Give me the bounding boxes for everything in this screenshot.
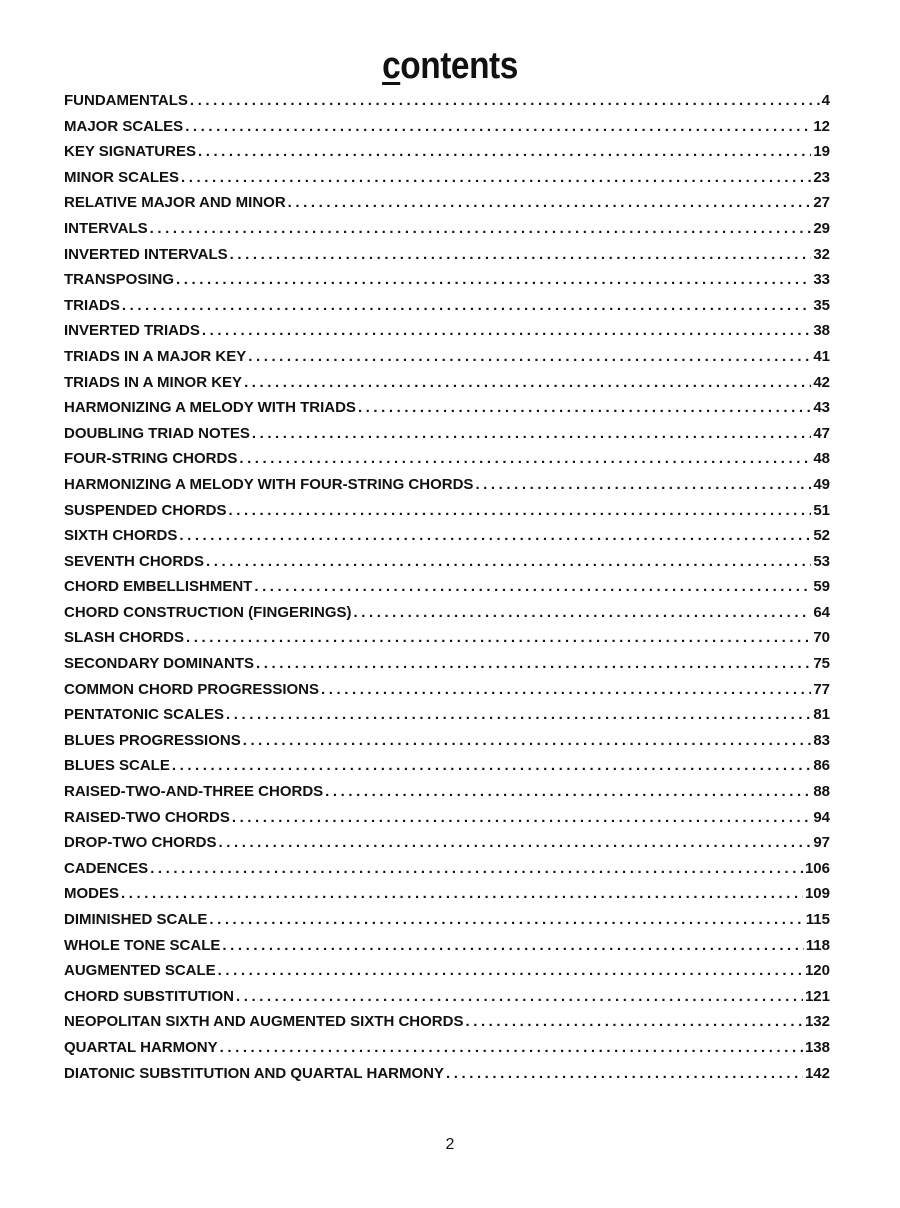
toc-entry-page: 142 bbox=[804, 1064, 830, 1082]
toc-entry-page: 86 bbox=[813, 757, 830, 775]
toc-entry-title: RAISED-TWO CHORDS bbox=[64, 808, 230, 826]
toc-entry[interactable] bbox=[64, 446, 830, 472]
toc-entry-page: 32 bbox=[813, 245, 830, 263]
toc-entry-title: PENTATONIC SCALES bbox=[64, 706, 225, 724]
toc-entry-page: 81 bbox=[813, 706, 830, 724]
toc-entry[interactable] bbox=[64, 293, 830, 319]
toc-entry-title: TRIADS bbox=[64, 296, 120, 314]
toc-entry-title: HARMONIZING A MELODY WITH TRIADS bbox=[64, 399, 356, 417]
toc-entry-page: 52 bbox=[813, 527, 830, 545]
toc-entry-page: 59 bbox=[813, 578, 830, 596]
toc-entry[interactable] bbox=[64, 421, 830, 447]
page-title-rest: ontents bbox=[400, 45, 518, 87]
toc-entry[interactable] bbox=[64, 267, 830, 293]
toc-entry[interactable] bbox=[64, 677, 830, 703]
toc-entry-title: CHORD SUBSTITUTION bbox=[64, 987, 234, 1005]
dot-leader bbox=[256, 651, 811, 677]
toc-entry-page: 75 bbox=[813, 655, 830, 673]
toc-entry-title: TRANSPOSING bbox=[64, 271, 175, 289]
dot-leader bbox=[254, 574, 811, 600]
toc-entry-page: 27 bbox=[813, 194, 830, 212]
toc-entry-page: 77 bbox=[813, 680, 830, 698]
toc-entry-title: INTERVALS bbox=[64, 219, 148, 237]
dot-leader bbox=[121, 881, 803, 907]
dot-leader bbox=[220, 1035, 803, 1061]
toc-entry-title: KEY SIGNATURES bbox=[64, 143, 196, 161]
toc-entry-title: INVERTED TRIADS bbox=[64, 322, 200, 340]
dot-leader bbox=[244, 370, 811, 396]
toc-entry-page: 132 bbox=[804, 1013, 830, 1031]
toc-entry-title: FUNDAMENTALS bbox=[64, 92, 188, 109]
toc-entry[interactable] bbox=[64, 753, 830, 779]
dot-leader bbox=[198, 139, 811, 165]
dot-leader bbox=[185, 114, 811, 140]
toc-entry-page: 94 bbox=[813, 808, 830, 826]
dot-leader bbox=[150, 856, 803, 882]
toc-entry-page: 138 bbox=[804, 1038, 830, 1056]
toc-entry-title: TRIADS IN A MINOR KEY bbox=[64, 373, 243, 391]
toc-entry[interactable] bbox=[64, 216, 830, 242]
dot-leader bbox=[354, 600, 812, 626]
toc-entry-page: 106 bbox=[804, 859, 830, 877]
dot-leader bbox=[186, 625, 811, 651]
toc-entry[interactable] bbox=[64, 1009, 830, 1035]
toc-entry-page: 23 bbox=[813, 168, 830, 186]
toc-entry[interactable] bbox=[64, 779, 830, 805]
toc-entry[interactable] bbox=[64, 498, 830, 524]
dot-leader bbox=[202, 318, 811, 344]
toc-entry-page: 115 bbox=[805, 911, 830, 928]
dot-leader bbox=[243, 728, 812, 754]
table-of-contents bbox=[64, 88, 830, 1086]
toc-entry[interactable] bbox=[64, 523, 830, 549]
toc-entry-title: CHORD EMBELLISHMENT bbox=[64, 578, 253, 596]
toc-entry-page: 35 bbox=[813, 296, 830, 314]
toc-entry-page: 83 bbox=[813, 731, 830, 749]
dot-leader bbox=[236, 984, 803, 1010]
dot-leader bbox=[248, 344, 811, 370]
dot-leader bbox=[226, 702, 811, 728]
toc-entry-title: QUARTAL HARMONY bbox=[64, 1038, 218, 1056]
toc-entry-title: DROP-TWO CHORDS bbox=[64, 834, 217, 852]
toc-entry[interactable] bbox=[64, 1035, 830, 1061]
toc-entry-title: MODES bbox=[64, 885, 120, 903]
toc-entry-title: HARMONIZING A MELODY WITH FOUR-STRING CHORDS bbox=[64, 475, 474, 493]
toc-entry-title: AUGMENTED SCALE bbox=[64, 962, 216, 980]
toc-entry-page: 12 bbox=[813, 117, 830, 135]
toc-entry[interactable] bbox=[64, 881, 830, 907]
toc-entry[interactable] bbox=[64, 984, 830, 1010]
toc-entry-page: 38 bbox=[813, 322, 830, 340]
toc-entry[interactable] bbox=[64, 702, 830, 728]
toc-entry[interactable] bbox=[64, 242, 830, 268]
toc-entry[interactable] bbox=[64, 805, 830, 831]
dot-leader bbox=[475, 472, 811, 498]
toc-entry-title: DOUBLING TRIAD NOTES bbox=[64, 424, 250, 442]
toc-entry[interactable] bbox=[64, 318, 830, 344]
toc-entry[interactable] bbox=[64, 958, 830, 984]
toc-entry-title: DIATONIC SUBSTITUTION AND QUARTAL HARMONY bbox=[64, 1064, 444, 1082]
toc-entry-title: SECONDARY DOMINANTS bbox=[64, 655, 255, 673]
dot-leader bbox=[252, 421, 811, 447]
toc-entry[interactable] bbox=[64, 907, 830, 933]
toc-entry-page: 109 bbox=[804, 885, 830, 903]
toc-entry[interactable] bbox=[64, 728, 830, 754]
toc-entry-title: CADENCES bbox=[64, 859, 149, 877]
toc-entry[interactable] bbox=[64, 549, 830, 575]
dot-leader bbox=[206, 549, 811, 575]
toc-entry-page: 33 bbox=[813, 271, 830, 289]
toc-entry-page: 88 bbox=[813, 783, 830, 801]
toc-entry-page: 51 bbox=[813, 501, 830, 519]
toc-entry-page: 64 bbox=[813, 603, 830, 621]
dot-leader bbox=[150, 216, 812, 242]
toc-entry-title: MINOR SCALES bbox=[64, 168, 180, 186]
dot-leader bbox=[358, 395, 811, 421]
dot-leader bbox=[209, 907, 803, 933]
dot-leader bbox=[176, 267, 811, 293]
toc-entry[interactable] bbox=[64, 190, 830, 216]
dot-leader bbox=[179, 523, 811, 549]
toc-entry-page: 49 bbox=[813, 475, 830, 493]
page-number: 2 bbox=[445, 1136, 455, 1153]
dot-leader bbox=[239, 446, 811, 472]
dot-leader bbox=[230, 242, 812, 268]
toc-entry-page: 19 bbox=[813, 143, 830, 161]
page-title-initial: c bbox=[382, 45, 401, 87]
toc-entry-title: BLUES SCALE bbox=[64, 757, 170, 775]
toc-entry-page: 48 bbox=[813, 450, 830, 468]
toc-entry-title: INVERTED INTERVALS bbox=[64, 245, 228, 263]
toc-entry-title: COMMON CHORD PROGRESSIONS bbox=[64, 680, 320, 698]
toc-entry-title: NEOPOLITAN SIXTH AND AUGMENTED SIXTH CHORDS bbox=[64, 1013, 464, 1031]
toc-entry[interactable] bbox=[64, 88, 830, 114]
dot-leader bbox=[172, 753, 811, 779]
toc-entry-page: 43 bbox=[813, 399, 830, 417]
dot-leader bbox=[190, 88, 820, 114]
toc-entry-title: WHOLE TONE SCALE bbox=[64, 936, 221, 954]
toc-entry-title: MAJOR SCALES bbox=[64, 117, 184, 135]
toc-entry-title: SLASH CHORDS bbox=[64, 629, 185, 647]
page-title bbox=[54, 42, 846, 90]
toc-entry[interactable] bbox=[64, 395, 830, 421]
toc-entry[interactable] bbox=[64, 933, 830, 959]
toc-entry-title: BLUES PROGRESSIONS bbox=[64, 731, 241, 749]
dot-leader bbox=[229, 498, 812, 524]
toc-entry-page: 97 bbox=[813, 834, 830, 852]
toc-entry-title: CHORD CONSTRUCTION (FINGERINGS) bbox=[64, 603, 352, 621]
toc-entry-page: 120 bbox=[804, 962, 830, 980]
toc-entry[interactable] bbox=[64, 472, 830, 498]
toc-entry-page: 121 bbox=[804, 987, 830, 1005]
toc-entry[interactable] bbox=[64, 830, 830, 856]
toc-entry[interactable] bbox=[64, 344, 830, 370]
dot-leader bbox=[222, 933, 803, 959]
toc-entry-title: SUSPENDED CHORDS bbox=[64, 501, 227, 519]
toc-entry[interactable] bbox=[64, 370, 830, 396]
toc-entry-title: FOUR-STRING CHORDS bbox=[64, 450, 238, 468]
toc-entry-page: 42 bbox=[813, 373, 830, 391]
dot-leader bbox=[465, 1009, 803, 1035]
toc-entry[interactable] bbox=[64, 856, 830, 882]
dot-leader bbox=[181, 165, 811, 191]
dot-leader bbox=[446, 1061, 803, 1087]
toc-entry[interactable] bbox=[64, 114, 830, 140]
toc-entry[interactable] bbox=[64, 165, 830, 191]
toc-entry-title: RAISED-TWO-AND-THREE CHORDS bbox=[64, 783, 324, 801]
toc-entry[interactable] bbox=[64, 600, 830, 626]
toc-entry-page: 118 bbox=[805, 936, 830, 954]
dot-leader bbox=[288, 190, 812, 216]
dot-leader bbox=[325, 779, 811, 805]
toc-entry-page: 53 bbox=[813, 552, 830, 570]
toc-entry[interactable] bbox=[64, 574, 830, 600]
dot-leader bbox=[232, 805, 811, 831]
toc-entry-page: 41 bbox=[813, 347, 830, 365]
toc-entry[interactable] bbox=[64, 625, 830, 651]
toc-entry-page: 47 bbox=[813, 424, 830, 442]
toc-entry-page: 70 bbox=[813, 629, 830, 647]
toc-entry-title: RELATIVE MAJOR AND MINOR bbox=[64, 194, 286, 212]
dot-leader bbox=[122, 293, 811, 319]
toc-entry-title: DIMINISHED SCALE bbox=[64, 911, 208, 928]
dot-leader bbox=[321, 677, 811, 703]
dot-leader bbox=[218, 958, 803, 984]
toc-entry[interactable] bbox=[64, 651, 830, 677]
toc-entry-title: SEVENTH CHORDS bbox=[64, 552, 205, 570]
toc-entry[interactable] bbox=[64, 1061, 830, 1087]
toc-entry-title: TRIADS IN A MAJOR KEY bbox=[64, 347, 247, 365]
toc-entry[interactable] bbox=[64, 139, 830, 165]
dot-leader bbox=[219, 830, 812, 856]
toc-entry-page: 29 bbox=[813, 219, 830, 237]
toc-entry-title: SIXTH CHORDS bbox=[64, 527, 178, 545]
toc-entry-page: 4 bbox=[821, 92, 830, 109]
